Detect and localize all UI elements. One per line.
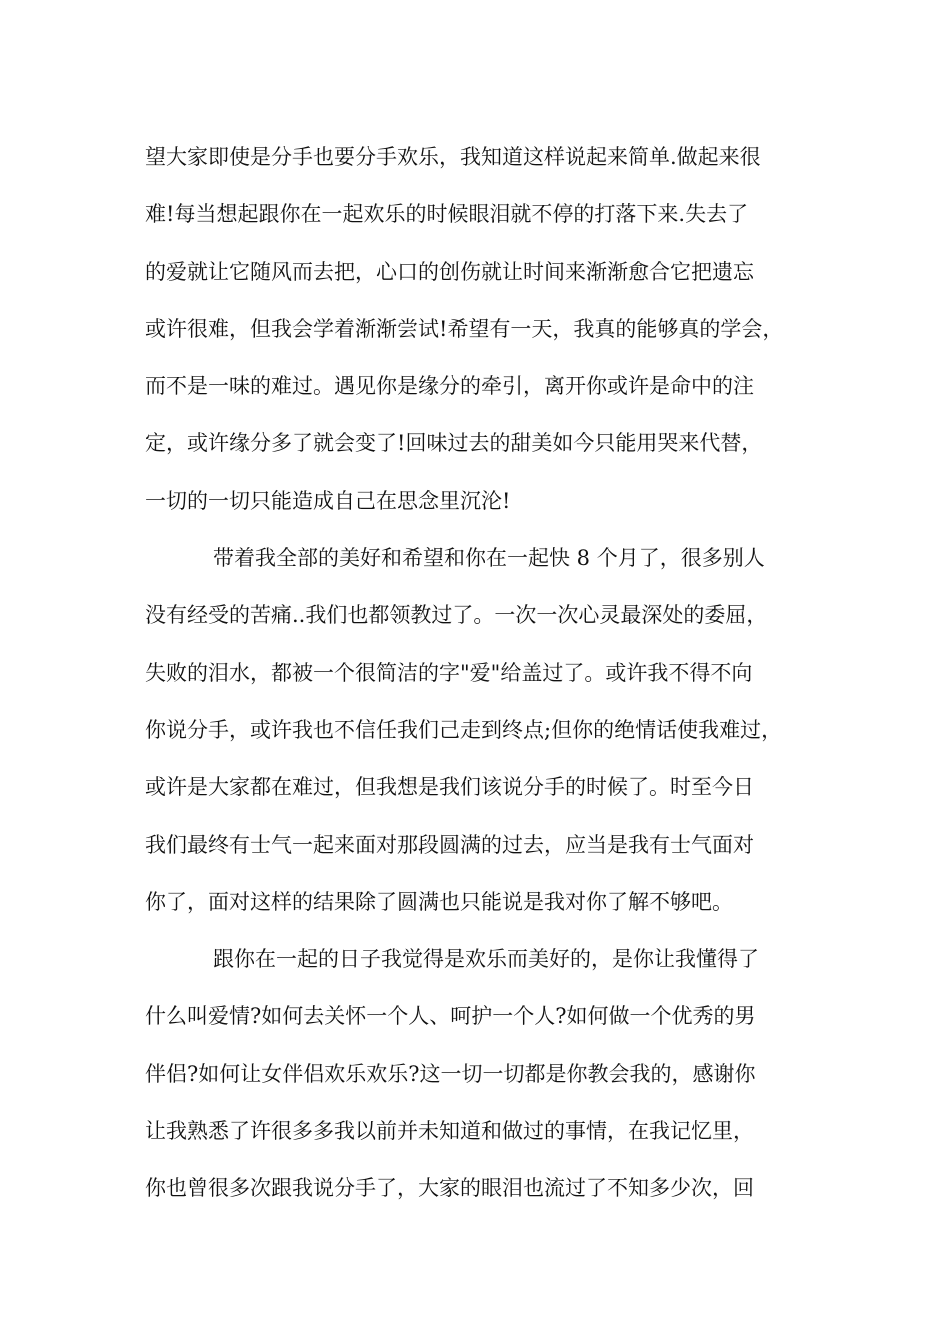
text-line: 伴侣?如何让女伴侣欢乐欢乐?这一切一切都是你教会我的，感谢你 <box>145 1061 756 1086</box>
text-line: 让我熟悉了许很多多我以前并未知道和做过的事情，在我记忆里， <box>145 1119 754 1144</box>
text-line: 望大家即使是分手也要分手欢乐，我知道这样说起来简单.做起来很 <box>145 145 761 169</box>
text-line: 没有经受的苦痛..我们也都领教过了。一次一次心灵最深处的委屈， <box>145 603 768 628</box>
text-line: 我们最终有士气一起来面对那段圆满的过去，应当是我有士气面对 <box>145 832 754 857</box>
text-line: 你说分手，或许我也不信任我们己走到终点;但你的绝情话使我难过， <box>145 717 783 742</box>
text-line: 或许很难，但我会学着渐渐尝试!希望有一天，我真的能够真的学会， <box>145 316 784 341</box>
text-line: 带着我全部的美好和希望和你在一起快 8 个月了，很多别人 <box>213 546 765 571</box>
document-body <box>145 129 825 1218</box>
paragraph-1 <box>145 129 825 530</box>
text-line: 而不是一味的难过。遇见你是缘分的牵引，离开你或许是命中的注 <box>145 374 754 399</box>
paragraph-2 <box>145 530 825 931</box>
text-line: 跟你在一起的日子我觉得是欢乐而美好的，是你让我懂得了 <box>213 947 759 972</box>
text-line: 失败的泪水，都被一个很简洁的字"爱"给盖过了。或许我不得不向 <box>145 660 753 685</box>
paragraph-3 <box>145 931 825 1217</box>
text-line: 或许是大家都在难过，但我想是我们该说分手的时候了。时至今日 <box>145 775 754 800</box>
text-line: 定，或许缘分多了就会变了!回味过去的甜美如今只能用哭来代替， <box>145 431 763 456</box>
text-line: 你也曾很多次跟我说分手了，大家的眼泪也流过了不知多少次，回 <box>145 1176 754 1201</box>
text-line: 你了，面对这样的结果除了圆满也只能说是我对你了解不够吧。 <box>145 889 733 914</box>
text-line: 的爱就让它随风而去把，心口的创伤就让时间来渐渐愈合它把遗忘 <box>145 259 754 284</box>
text-line: 什么叫爱情?如何去关怀一个人、呵护一个人?如何做一个优秀的男 <box>145 1004 756 1029</box>
text-line: 难!每当想起跟你在一起欢乐的时候眼泪就不停的打落下来.失去了 <box>145 202 749 227</box>
text-line: 一切的一切只能造成自己在思念里沉沦! <box>145 488 511 513</box>
